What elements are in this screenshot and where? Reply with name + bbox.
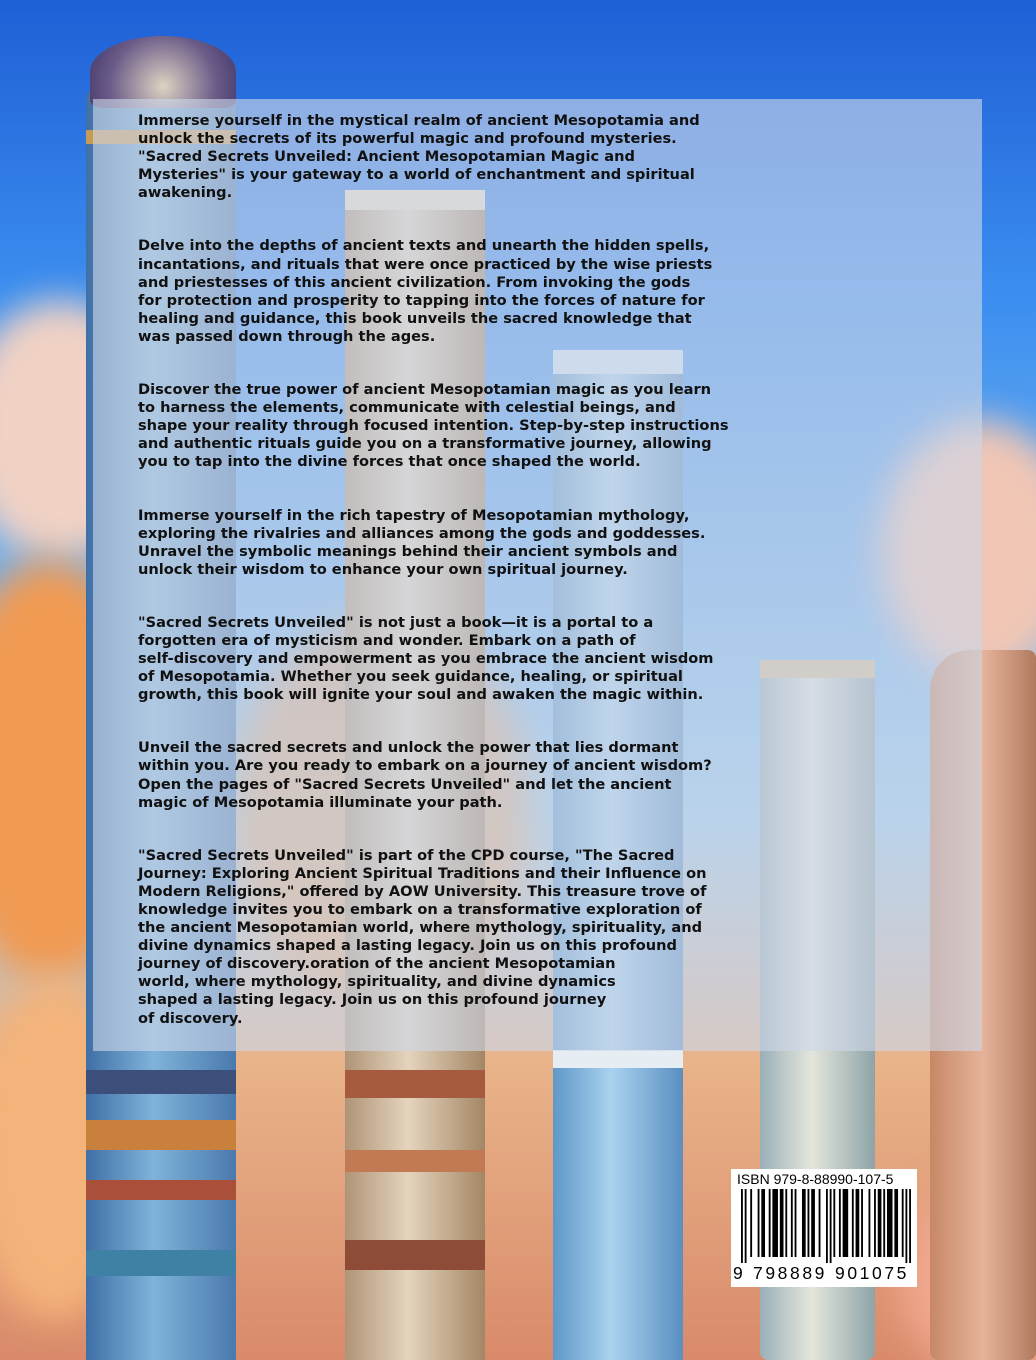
barcode-digit-group-right: 901075 bbox=[835, 1263, 909, 1283]
barcode-bars bbox=[741, 1189, 911, 1263]
description-paragraph-6: Unveil the sacred secrets and unlock the power that lies dormant within you. Are you ready to embark on a journey of ancient wisdom? Open the pages of "Sacred Secrets Unveiled" and let the ancient magic of Mesopotamia illuminate your path. bbox=[138, 739, 712, 811]
barcode-bar bbox=[772, 1189, 778, 1257]
barcode-bar bbox=[878, 1189, 882, 1257]
barcode-bar bbox=[856, 1189, 860, 1257]
barcode-bar bbox=[819, 1189, 821, 1257]
barcode-bar bbox=[874, 1189, 876, 1257]
barcode-bar bbox=[902, 1189, 904, 1257]
description-paragraph-2: Delve into the depths of ancient texts and unearth the hidden spells, incantations, and rituals that were once practiced by the wise priests and priestesses of this ancient civilization. From invoking the gods for protection and prosperity to tapping into the forces of nature for healing and guidance, this book unveils the sacred knowledge that was passed down through the ages. bbox=[138, 237, 713, 345]
barcode-bar bbox=[769, 1189, 771, 1257]
barcode-bar bbox=[852, 1189, 854, 1257]
barcode-bar bbox=[830, 1189, 832, 1263]
barcode-bar bbox=[861, 1189, 863, 1257]
barcode-bar bbox=[811, 1189, 815, 1257]
isbn-barcode bbox=[731, 1169, 917, 1287]
barcode-bar bbox=[887, 1189, 893, 1257]
barcode-bar bbox=[909, 1189, 911, 1263]
barcode-bar bbox=[808, 1189, 810, 1257]
barcode-digits bbox=[733, 1263, 917, 1284]
description-paragraph-5: "Sacred Secrets Unveiled" is not just a book—it is a portal to a forgotten era of mysticism and wonder. Embark on a path of self-discovery and empowerment as you embrace the ancient wisdom of Mesopotamia. Whether you seek guidance, healing, or spiritual growth, this book will ignite your soul and awaken the magic within. bbox=[138, 613, 714, 704]
barcode-bar bbox=[780, 1189, 784, 1257]
barcode-bar bbox=[894, 1189, 898, 1257]
barcode-bar bbox=[750, 1189, 752, 1257]
barcode-bar bbox=[833, 1189, 835, 1257]
barcode-bar bbox=[802, 1189, 806, 1257]
barcode-bar bbox=[843, 1189, 849, 1257]
barcode-bar bbox=[791, 1189, 793, 1257]
barcode-digit-lead: 9 bbox=[733, 1263, 743, 1283]
description-text bbox=[138, 112, 938, 1063]
pillar-left-dome bbox=[90, 36, 236, 108]
barcode-bar bbox=[785, 1189, 787, 1257]
isbn-label: ISBN 979-8-88990-107-5 bbox=[737, 1171, 894, 1187]
barcode-bar bbox=[883, 1189, 885, 1257]
barcode-bar bbox=[761, 1189, 765, 1257]
barcode-bar bbox=[869, 1189, 871, 1257]
barcode-bar bbox=[905, 1189, 907, 1263]
barcode-bar bbox=[826, 1189, 828, 1263]
barcode-bar bbox=[795, 1189, 797, 1257]
barcode-bar bbox=[839, 1189, 841, 1257]
barcode-bar bbox=[745, 1189, 747, 1263]
description-paragraph-7: "Sacred Secrets Unveiled" is part of the CPD course, "The Sacred Journey: Exploring Ancient Spiritual Traditions and their Influence on Modern Religions," offered by AOW University. This treasure trove of knowledge invites you to embark on a transformative exploration of the ancient Mesopotamian world, where mythology, spirituality, and divine dynamics shaped a lasting legacy. Join us on this profound journey of discovery.oration of the ancient Mesopotamian world, where mythology, spirituality, and divine dynamics shaped a lasting legacy. Join us on this profound journey of discovery. bbox=[138, 846, 707, 1027]
barcode-digit-group-left: 798889 bbox=[753, 1263, 827, 1283]
description-paragraph-4: Immerse yourself in the rich tapestry of Mesopotamian mythology, exploring the rivalries and alliances among the gods and goddesses. Unravel the symbolic meanings behind their ancient symbols and unlock their wisdom to enhance your own spiritual journey. bbox=[138, 506, 706, 578]
description-paragraph-3: Discover the true power of ancient Mesopotamian magic as you learn to harness the elements, communicate with celestial beings, and shape your reality through focused intention. Step-by-step instructions and authentic rituals guide you on a transformative journey, allowing you to tap into the divine forces that once shaped the world. bbox=[138, 381, 729, 471]
barcode-bar bbox=[758, 1189, 760, 1257]
barcode-bar bbox=[741, 1189, 743, 1263]
description-paragraph-1: Immerse yourself in the mystical realm of ancient Mesopotamia and unlock the secrets of its powerful magic and profound mysteries. "Sacred Secrets Unveiled: Ancient Mesopotamian Magic and Mysteries" is your gateway to a world of enchantment and spiritual awakening. bbox=[138, 112, 700, 202]
